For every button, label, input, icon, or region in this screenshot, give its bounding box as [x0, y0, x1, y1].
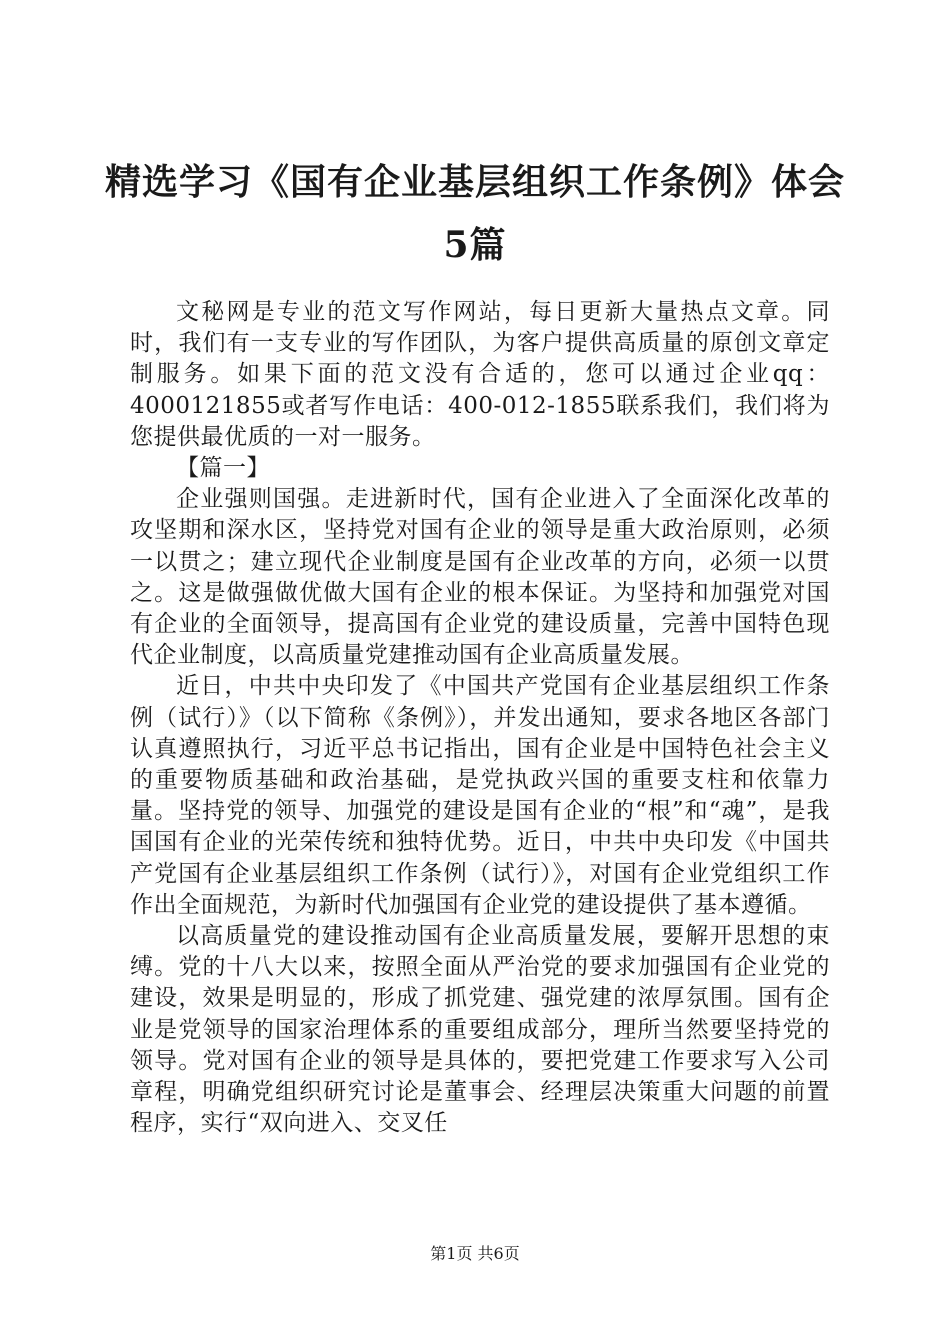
page-footer: 第1页 共6页	[430, 1244, 520, 1263]
document-body	[130, 297, 830, 1139]
paragraph-intro: 文秘网是专业的范文写作网站，每日更新大量热点文章。同时，我们有一支专业的写作团队，为客户提供高质量的原创文章定制服务。如果下面的范文没有合适的，您可以通过企业qq：4000121855或者写作电话：400-012-1855联系我们，我们将为您提供最优质的一对一服务。	[130, 299, 830, 450]
section-heading: 【篇一】	[176, 455, 270, 482]
document-title-line-1: 精选学习《国有企业基层组织工作条例》体会	[104, 161, 845, 203]
paragraph: 近日，中共中央印发了《中国共产党国有企业基层组织工作条例（试行）》（以下简称《条例》），并发出通知，要求各地区各部门认真遵照执行，习近平总书记指出，国有企业是中国特色社会主义的重要物质基础和政治基础，是党执政兴国的重要支柱和依靠力量。坚持党的领导、加强党的建设是国有企业的“根”和“魂”，是我国国有企业的光荣传统和独特优势。近日，中共中央印发《中国共产党国有企业基层组织工作条例（试行）》，对国有企业党组织工作作出全面规范，为新时代加强国有企业党的建设提供了基本遵循。	[130, 673, 830, 918]
document-title-line-2: 5篇	[443, 224, 507, 266]
paragraph: 以高质量党的建设推动国有企业高质量发展，要解开思想的束缚。党的十八大以来，按照全面从严治党的要求加强国有企业党的建设，效果是明显的，形成了抓党建、强党建的浓厚氛围。国有企业是党领导的国家治理体系的重要组成部分，理所当然要坚持党的领导。党对国有企业的领导是具体的，要把党建工作要求写入公司章程，明确党组织研究讨论是董事会、经理层决策重大问题的前置程序，实行“双向进入、交叉任	[130, 923, 830, 1137]
paragraph: 企业强则国强。走进新时代，国有企业进入了全面深化改革的攻坚期和深水区，坚持党对国有企业的领导是重大政治原则，必须一以贯之；建立现代企业制度是国有企业改革的方向，必须一以贯之。这是做强做优做大国有企业的根本保证。为坚持和加强党对国有企业的全面领导，提高国有企业党的建设质量，完善中国特色现代企业制度，以高质量党建推动国有企业高质量发展。	[130, 486, 830, 669]
